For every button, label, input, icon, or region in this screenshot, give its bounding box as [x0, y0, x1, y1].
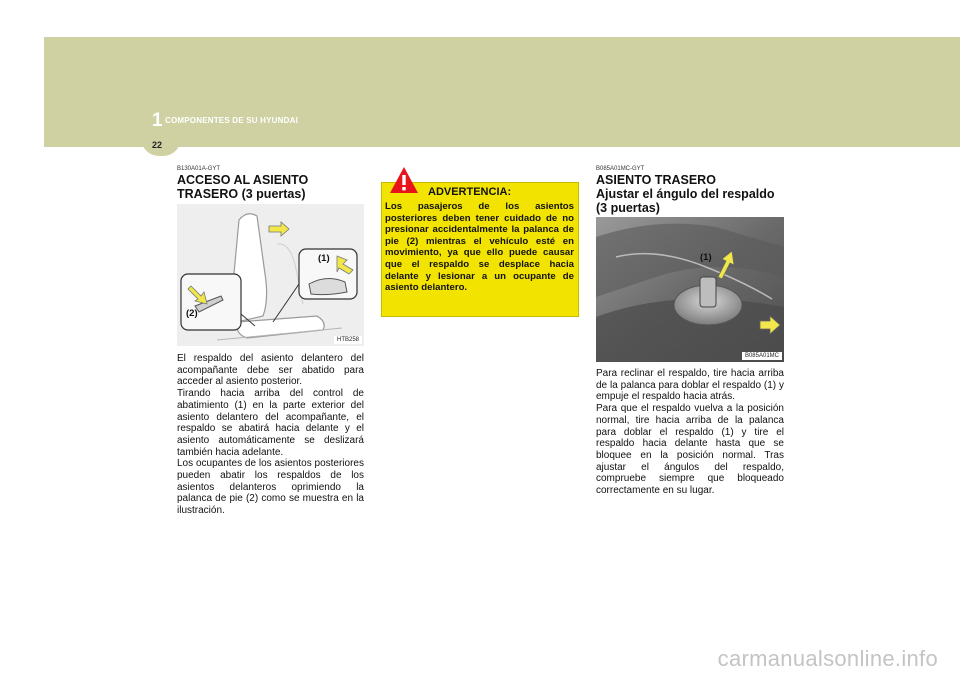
section-title-left — [177, 173, 308, 201]
section-subtitle-right-line1-row — [596, 187, 784, 201]
section-subtitle-right-line2: (3 puertas) — [596, 201, 660, 215]
watermark: carmanualsonline.info — [717, 646, 938, 671]
seat-diagram-icon — [177, 204, 364, 346]
section-subtitle-right-line1: Ajustar el ángulo del respaldo — [596, 187, 775, 201]
figure-front-seat — [177, 204, 364, 346]
section-title-right-line1: ASIENTO TRASERO — [596, 173, 716, 187]
figure-code-right: B085A01MC — [742, 352, 782, 360]
rear-seat-lever-photo-icon — [596, 217, 784, 362]
warning-title: ADVERTENCIA: — [428, 186, 512, 198]
section-title-left-line2: TRASERO (3 puertas) — [177, 187, 306, 201]
figure-label-1: (1) — [318, 253, 330, 264]
paragraph: Los ocupantes de los asientos posteriores pueden abatir los respaldos de los asientos delanteros oprimiendo la palanca de pie (2) como se muestra en la ilustración. — [177, 458, 364, 517]
page-number: 22 — [152, 140, 163, 150]
section-title-left-line1: ACCESO AL ASIENTO — [177, 173, 309, 187]
paragraph: Tirando hacia arriba del control de abatimiento (1) en la parte exterior del asiento delantero del acompañante, el respaldo se abatirá hacia delante y el asiento automáticamente se deslizará también hacia adelante. — [177, 388, 364, 458]
body-text-left — [177, 353, 364, 517]
figure-rear-seat — [596, 217, 784, 362]
chapter-title: COMPONENTES DE SU HYUNDAI — [165, 116, 299, 125]
section-code-left: B130A01A-GYT — [177, 166, 221, 172]
header-band — [44, 37, 960, 147]
paragraph: Para reclinar el respaldo, tire hacia arriba de la palanca para doblar el respaldo (1) y empuje el respaldo hacia atrás. — [596, 368, 784, 403]
paragraph: El respaldo del asiento delantero del acompañante debe ser abatido para acceder al asiento posterior. — [177, 353, 364, 388]
section-title-right — [596, 173, 784, 215]
section-code-right: B085A01MC-GYT — [596, 166, 645, 172]
chapter-number: 1 — [152, 110, 163, 131]
figure-code-left: HTB258 — [334, 336, 362, 344]
figure-label-2: (2) — [186, 308, 198, 319]
figure-label-1-right: (1) — [700, 252, 712, 263]
warning-triangle-icon — [389, 166, 419, 194]
warning-text: Los pasajeros de los asientos posteriores deben tener cuidado de no presionar accidentalmente la palanca de pie (2) mientras el vehículo esté en movimiento, ya que ello puede causar que el respaldo se desplace hacia delante y lesionar a un ocupante de asiento delantero. — [385, 201, 574, 294]
body-text-right — [596, 368, 784, 497]
paragraph: Para que el respaldo vuelva a la posición normal, tire hacia arriba de la palanca para doblar el respaldo (1) y tire el respaldo hacia delante hasta que se bloquee en la posición normal. Tras ajustar el ángulos del respaldo, compruebe siempre que bloqueado correctamente en su lugar. — [596, 403, 784, 497]
